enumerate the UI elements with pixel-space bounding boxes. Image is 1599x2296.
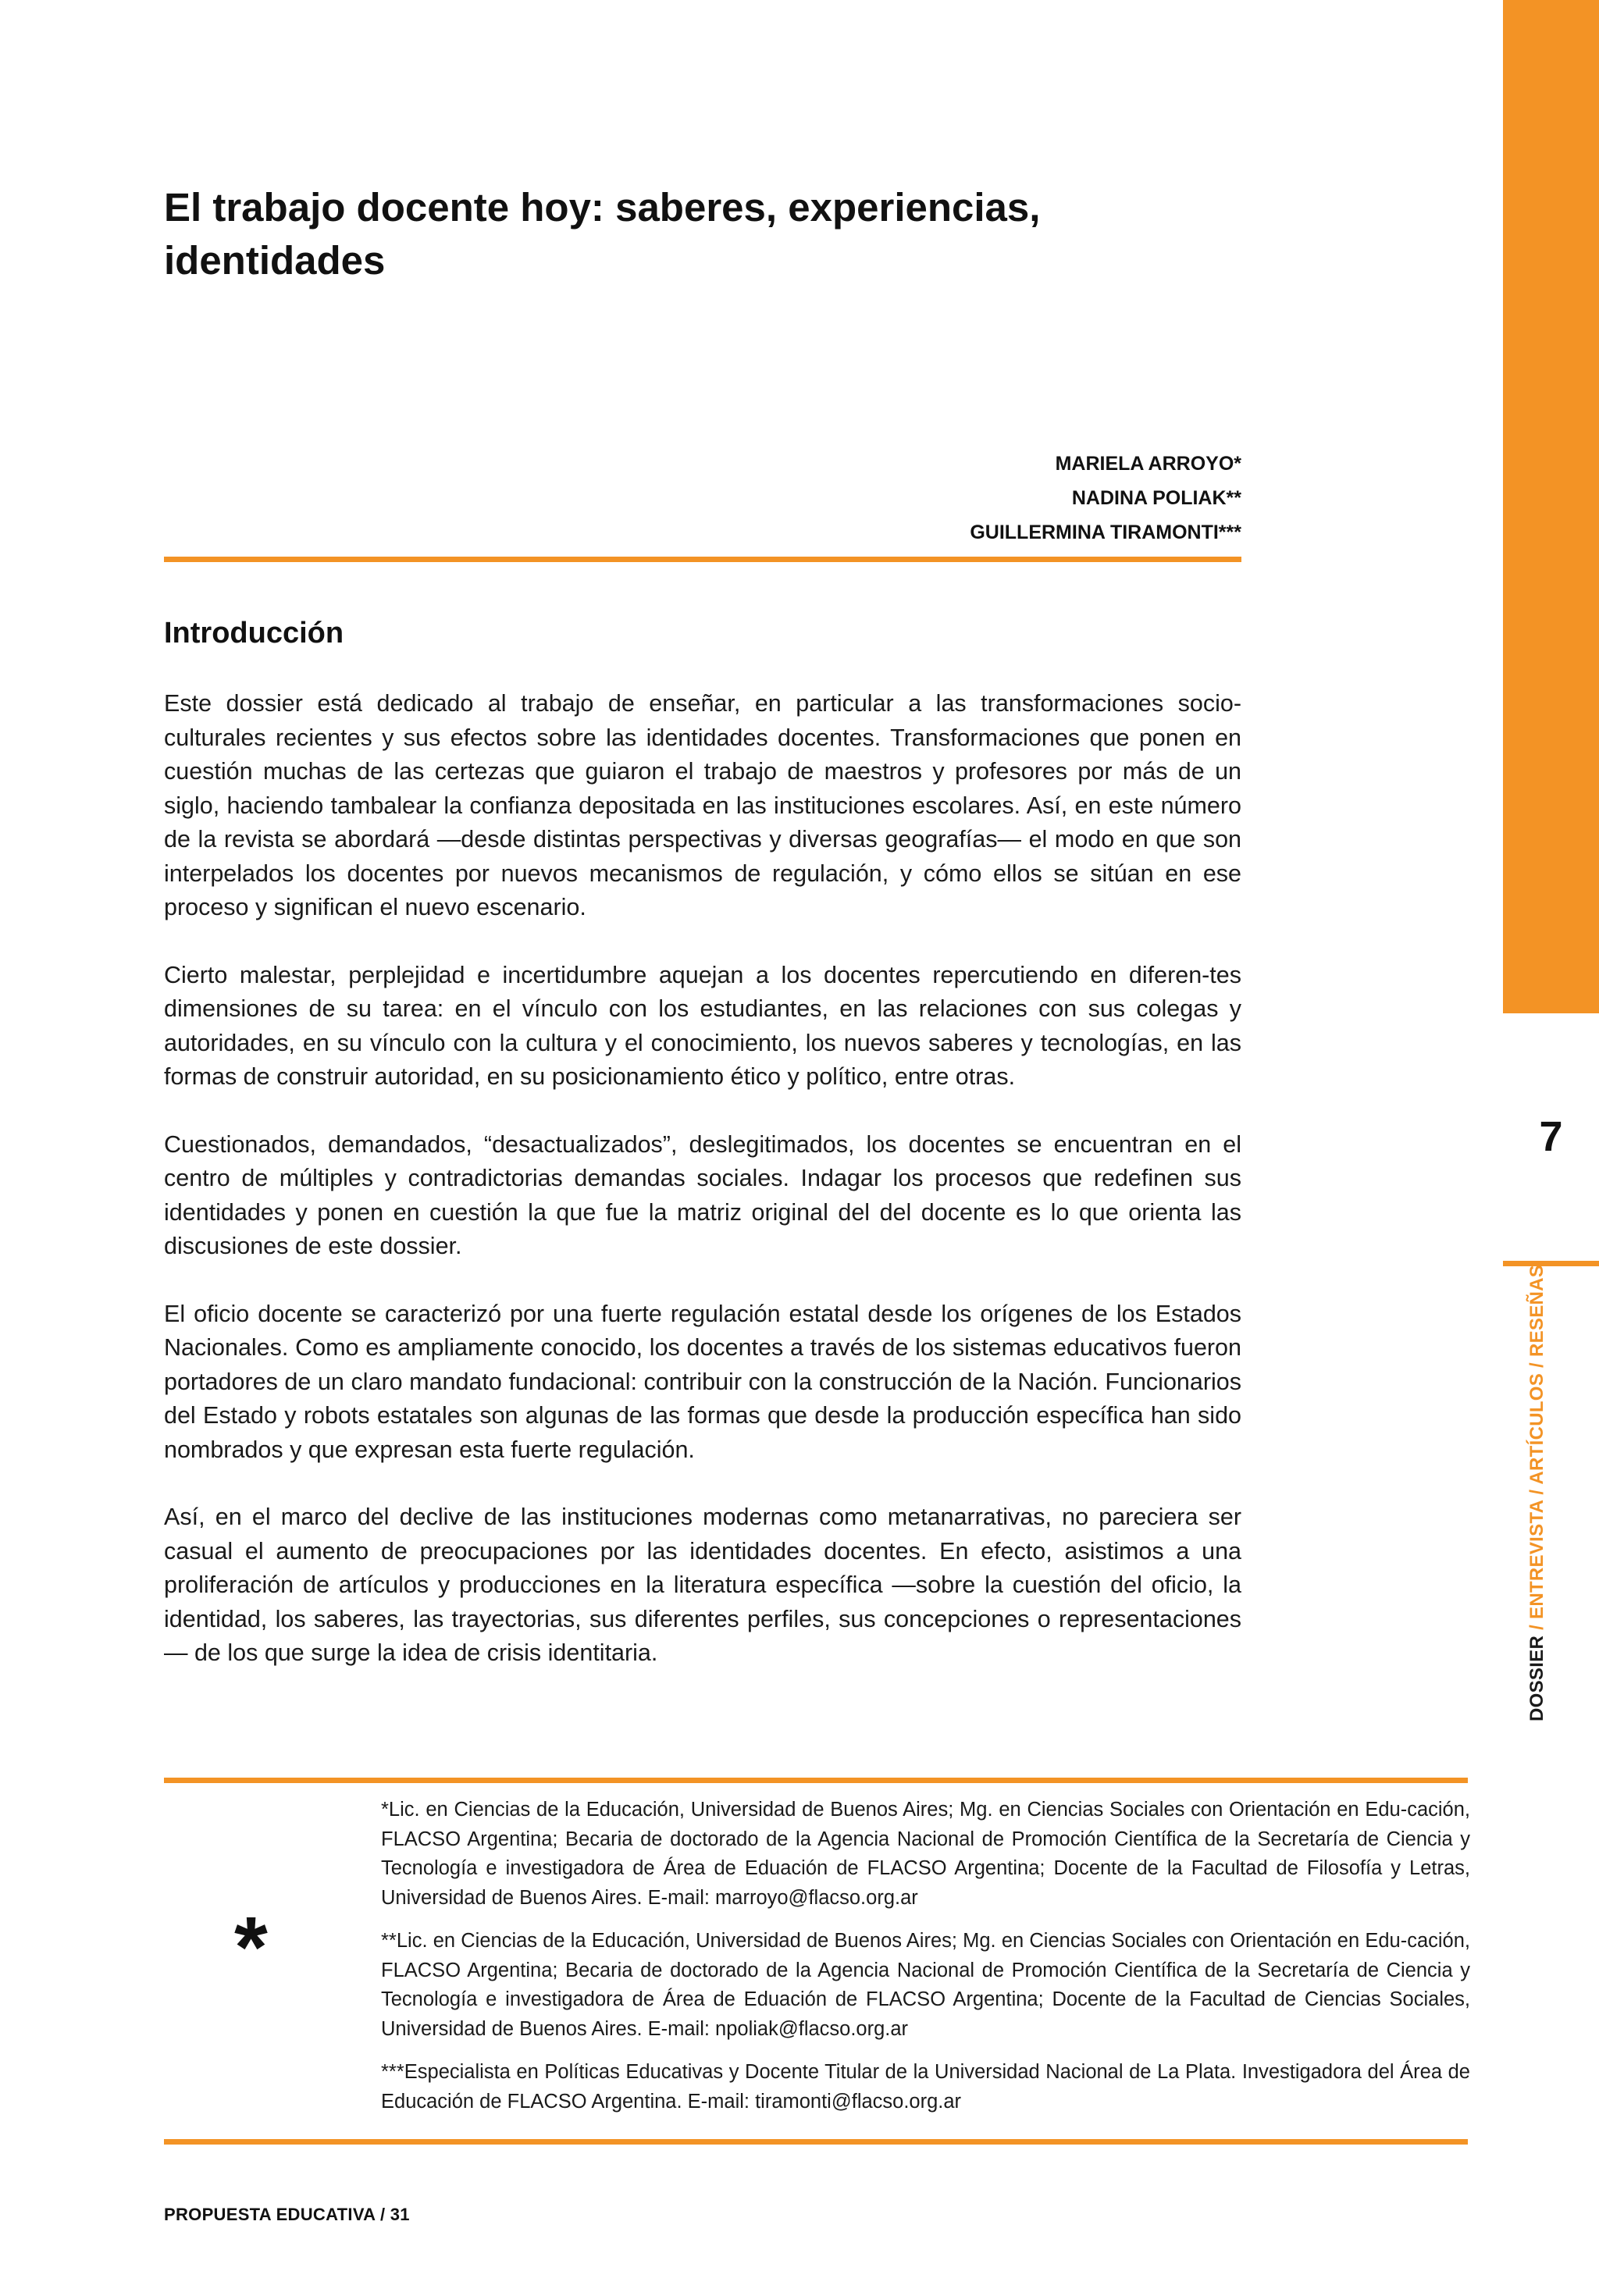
body-paragraph: El oficio docente se caracterizó por una fuerte regulación estatal desde los orígenes de los Estados Nacionales. Como es ampliamente conocido, los docentes a través de los sistemas educativos fueron portadores de un claro mandato fundacional: contribuir con la construcción de la Nación. Funcionarios del Estado y robots estatales son algunas de las formas que desde la producción específica han sido nombrados y que expresan esta fuerte regulación.: [164, 1300, 1241, 1463]
sidebar-accent-tab: [1503, 0, 1599, 1013]
article-body: [164, 687, 1241, 1704]
body-paragraph: Cierto malestar, perplejidad e incertidumbre aquejan a los docentes repercutiendo en diferen-tes dimensiones de su tarea: en el vínculo con los estudiantes, en las relaciones con sus colegas y autoridades, en su vínculo con la cultura y el conocimiento, los nuevos saberes y tecnologías, en las formas de construir autoridad, en su posicionamiento ético y político, entre otras.: [164, 961, 1241, 1090]
author-footnotes: [381, 1796, 1470, 2130]
footnote-item: ***Especialista en Políticas Educativas y Docente Titular de la Universidad Nacional de La Plata. Investigadora del Área de Educación de FLACSO Argentina. E-mail: tiramonti@flacso.org.ar: [381, 2061, 1470, 2113]
body-paragraph: Este dossier está dedicado al trabajo de enseñar, en particular a las transformaciones socio-culturales recientes y sus efectos sobre las identidades docentes. Transformaciones que ponen en cuestión muchas de las certezas que guiaron el trabajo de maestros y profesores por más de un siglo, haciendo tambalear la confianza depositada en las instituciones escolares. Así, en este número de la revista se abordará —desde distintas perspectivas y diversas geografías— el modo en que son interpelados los docentes por nuevos mecanismos de regulación, y cómo ellos se sitúan en ese proceso y significan el nuevo escenario.: [164, 690, 1241, 920]
footnote-asterisk-icon: *: [234, 1899, 268, 1995]
page-footer: PROPUESTA EDUCATIVA / 31: [164, 2205, 410, 2224]
footnotes-top-divider: [164, 1778, 1468, 1783]
section-navigation: [1526, 1253, 1558, 1721]
title-line-2: identidades: [164, 238, 386, 283]
author-name: GUILLERMINA TIRAMONTI***: [970, 521, 1241, 543]
author-name: NADINA POLIAK**: [1071, 487, 1241, 509]
body-paragraph: Cuestionados, demandados, “desactualizados”, deslegitimados, los docentes se encuentran en el centro de múltiples y contradictorias demandas sociales. Indagar los procesos que redefinen sus identidades y ponen en cuestión la que fue la matriz original del del docente es lo que orienta las discusiones de este dossier.: [164, 1130, 1241, 1259]
title-line-1: El trabajo docente hoy: saberes, experiencias,: [164, 185, 1041, 230]
article-title: [164, 181, 1288, 287]
body-paragraph: Así, en el marco del declive de las instituciones modernas como metanarrativas, no pareciera ser casual el aumento de preocupaciones por las identidades docentes. En efecto, asistimos a una proliferación de artículos y producciones en la literatura específica —sobre la cuestión del oficio, la identidad, los saberes, las trayectorias, sus diferentes perfiles, sus concepciones o representaciones— de los que surge la idea de crisis identitaria.: [164, 1504, 1241, 1666]
footnotes-bottom-divider: [164, 2139, 1468, 2145]
author-name: MARIELA ARROYO*: [1055, 453, 1241, 475]
section-heading: Introducción: [164, 617, 344, 650]
page-number: 7: [1539, 1113, 1563, 1160]
author-list: [703, 447, 1241, 550]
header-divider: [164, 557, 1241, 562]
section-current: DOSSIER: [1526, 1635, 1547, 1721]
footnote-item: *Lic. en Ciencias de la Educación, Universidad de Buenos Aires; Mg. en Ciencias Sociales con Orientación en Edu-cación, FLACSO Argentina; Becaria de doctorado de la Agencia Nacional de Promoción Científica de la Secretaría de Ciencia y Tecnología e investigadora de Área de Eduación de FLACSO Argentina; Docente de la Facultad de Filosofía y Letras, Universidad de Buenos Aires. E-mail: marroyo@flacso.org.ar: [381, 1799, 1470, 1909]
section-others: / ENTREVISTA / ARTÍCULOS / RESEÑAS: [1526, 1264, 1547, 1636]
footnote-item: **Lic. en Ciencias de la Educación, Universidad de Buenos Aires; Mg. en Ciencias Sociales con Orientación en Edu-cación, FLACSO Argentina; Becaria de doctorado de la Agencia Nacional de Promoción Científica de la Secretaría de Ciencia y Tecnología e investigadora de Área de Eduación de FLACSO Argentina; Docente de la Facultad de Ciencias Sociales, Universidad de Buenos Aires. E-mail: npoliak@flacso.org.ar: [381, 1930, 1470, 2040]
